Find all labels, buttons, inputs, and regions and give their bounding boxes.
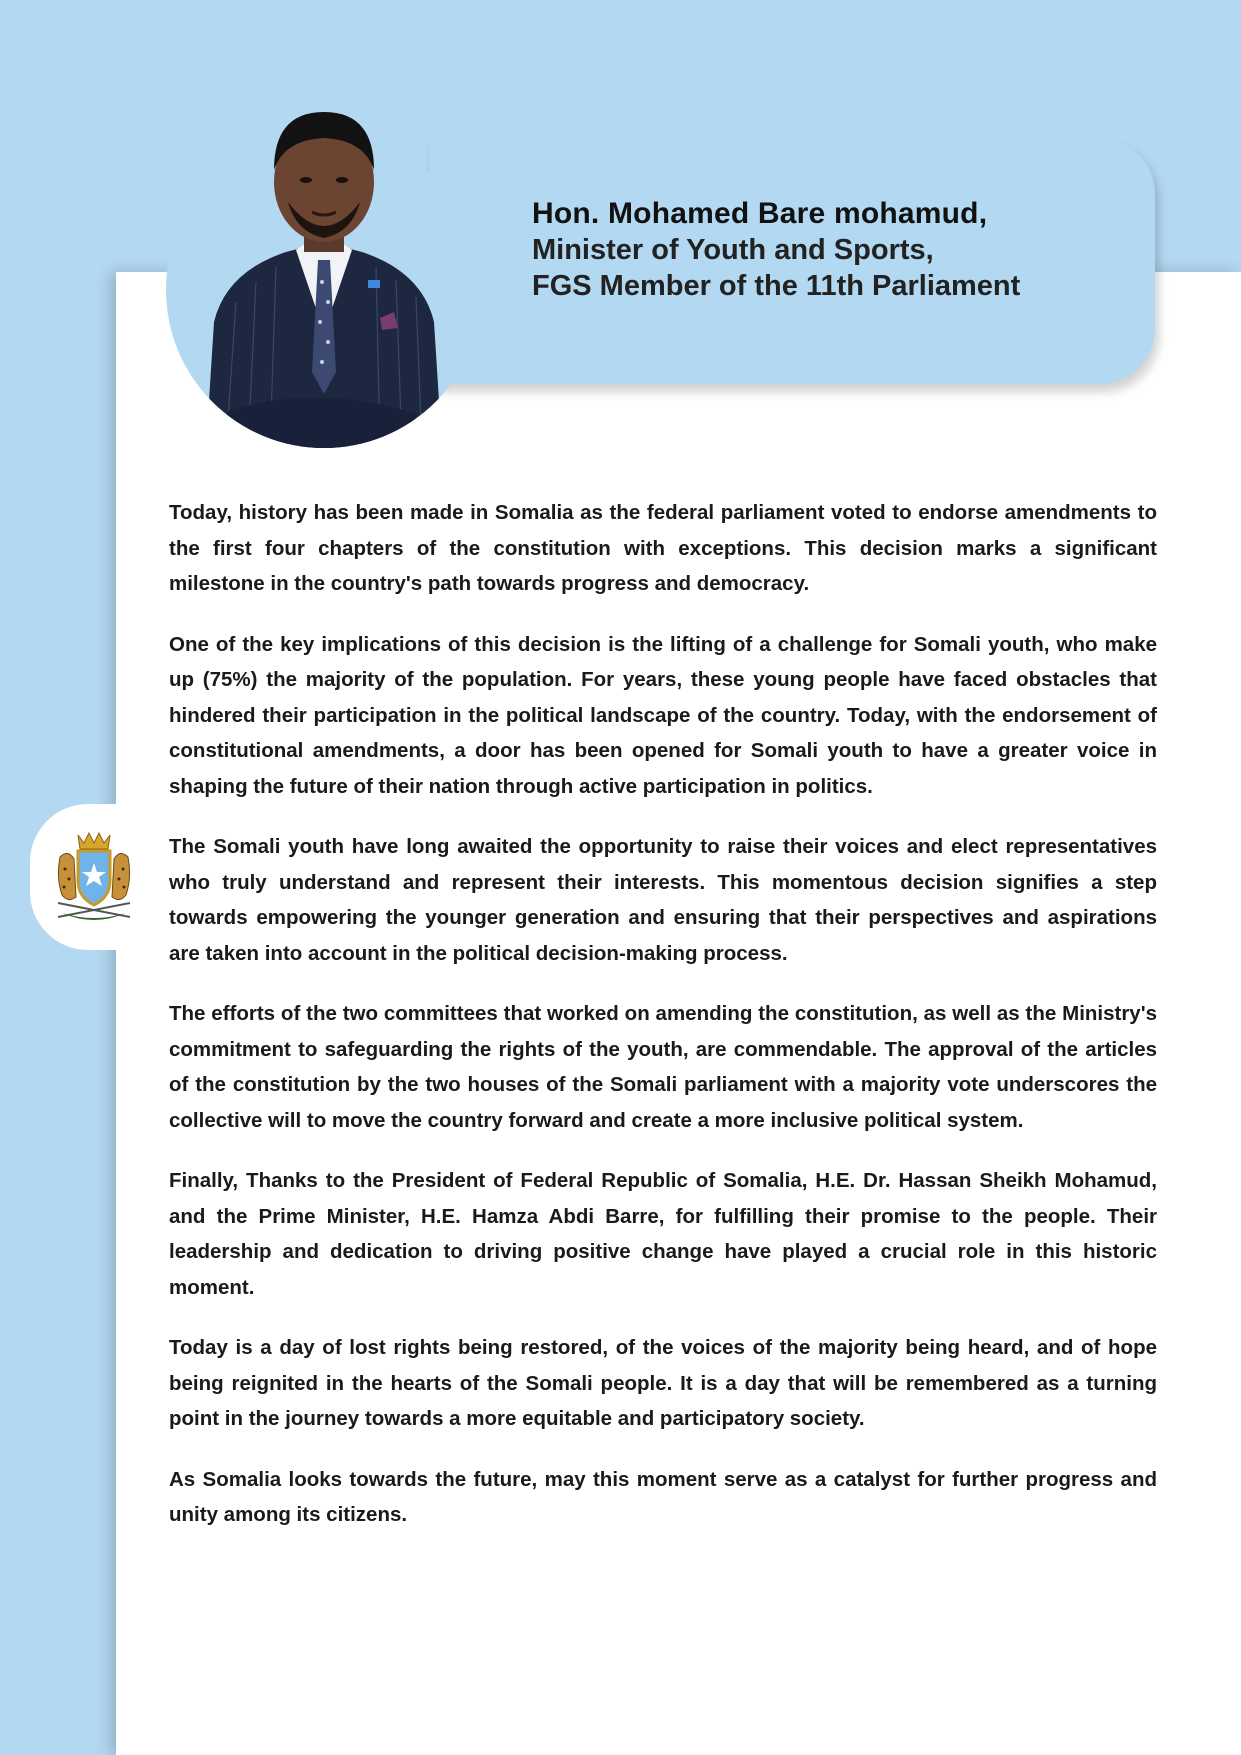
title-block (532, 196, 1132, 304)
parliament-membership: FGS Member of the 11th Parliament (532, 270, 1021, 302)
minister-name: Hon. Mohamed Bare mohamud, (532, 197, 988, 230)
minister-role: Minister of Youth and Sports, (532, 234, 934, 266)
article-body (169, 495, 1157, 1558)
somalia-coat-of-arms-icon (48, 827, 140, 927)
portrait-frame (166, 132, 482, 448)
emblem-badge (30, 804, 158, 950)
paragraph: Finally, Thanks to the President of Federal Republic of Somalia, H.E. Dr. Hassan Sheikh Mohamud, and the Prime Minister, H.E. Hamza Abdi Barre, for fulfilling their promise to the people. Their leadership and dedication to driving positive change have played a crucial role in this historic moment. (169, 1169, 1157, 1299)
minister-portrait-icon (166, 132, 482, 448)
paragraph: One of the key implications of this decision is the lifting of a challenge for Somali youth, who make up (75%) the majority of the population. For years, these young people have faced obstacles that hindered their participation in the political landscape of the country. Today, with the endorsement of constitutional amendments, a door has been opened for Somali youth to have a greater voice in shaping the future of their nation through active participation in politics. (169, 632, 1157, 798)
paragraph: As Somalia looks towards the future, may this moment serve as a catalyst for further progress and unity among its citizens. (169, 1467, 1157, 1526)
paragraph: Today is a day of lost rights being restored, of the voices of the majority being heard, and of hope being reignited in the hearts of the Somali people. It is a day that will be remembered as a turning point in the journey towards a more equitable and participatory society. (169, 1336, 1157, 1430)
paragraph: The efforts of the two committees that worked on amending the constitution, as well as the Ministry's commitment to safeguarding the rights of the youth, are commendable. The approval of the articles of the constitution by the two houses of the Somali parliament with a majority vote underscores the collective will to move the country forward and create a more inclusive political system. (169, 1002, 1157, 1132)
paragraph: Today, history has been made in Somalia as the federal parliament voted to endorse amendments to the first four chapters of the constitution with exceptions. This decision marks a significant milestone in the country's path towards progress and democracy. (169, 501, 1157, 595)
paragraph: The Somali youth have long awaited the opportunity to raise their voices and elect representatives who truly understand and represent their interests. This momentous decision signifies a step towards empowering the younger generation and ensuring that their perspectives and aspirations are taken into account in the political decision-making process. (169, 835, 1157, 965)
